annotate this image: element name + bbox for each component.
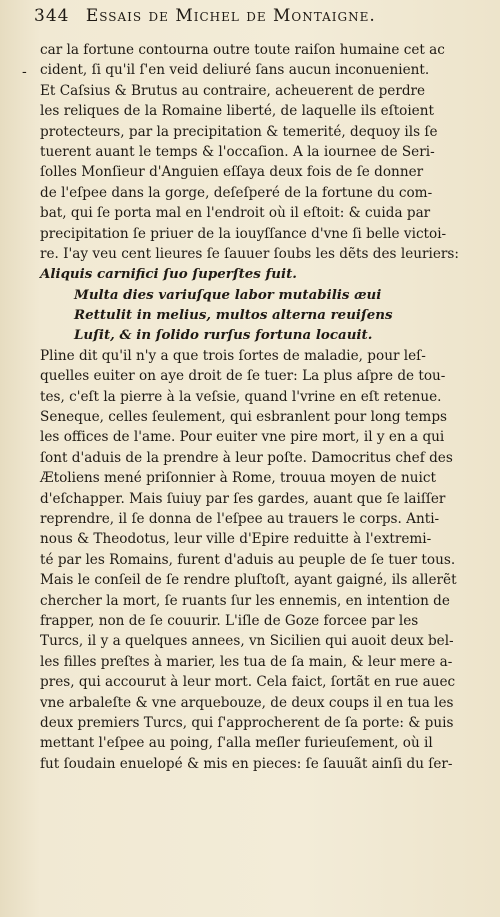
text-line: Mais le conſeil de ſe rendre pluſtoſt, ayant gaigné, ils allerẽt	[40, 572, 457, 589]
text-line: vne arbaleſte & vne arquebouze, de deux coups il en tua les	[40, 694, 454, 711]
text-line: Pline dit qu'il n'y a que trois ſortes de maladie, pour leſ-	[40, 347, 426, 364]
text-line: ſolles Monſieur d'Anguien eſſaya deux fois de ſe donner	[40, 164, 424, 181]
text-line: Ætoliens mené priſonnier à Rome, trouua moyen de nuict	[40, 470, 436, 487]
text-line: d'eſchapper. Mais ſuiuy par ſes gardes, auant que ſe laiſſer	[40, 490, 446, 507]
text-line: pres, qui accourut à leur mort. Cela faict, ſortãt en rue auec	[40, 674, 456, 691]
text-line: les filles preſtes à marier, les tua de ſa main, & leur mere a-	[40, 653, 453, 670]
text-line: bat, qui ſe porta mal en l'endroit où il eſtoit: & cuida par	[40, 205, 431, 222]
page-number: 344	[34, 6, 70, 26]
text-line: té par les Romains, furent d'aduis au peuple de ſe tuer tous.	[40, 551, 456, 568]
text-line: fut ſoudain enuelopé & mis en pieces: ſe ſauuãt ainſi du ſer-	[40, 755, 453, 772]
text-line: Seneque, celles ſeulement, qui esbranlent pour long temps	[40, 409, 447, 426]
quotation-line: Aliquis carnifici ſuo ſuperſtes fuit.	[40, 266, 297, 283]
quotation-line: Multa dies variuſque labor mutabilis æui	[74, 286, 382, 303]
text-line: mettant l'eſpee au poing, ſ'alla meſler furieuſement, où il	[40, 735, 433, 752]
text-line: nous & Theodotus, leur ville d'Epire reduitte à l'extremi-	[40, 531, 432, 548]
text-line: precipitation ſe priuer de la iouyſſance d'vne ſi belle victoi-	[40, 225, 447, 242]
text-line: les reliques de la Romaine liberté, de laquelle ils eſtoient	[40, 103, 434, 120]
text-line: ſont d'aduis de la prendre à leur poſte. Damocritus chef des	[40, 449, 453, 466]
margin-mark: -	[22, 64, 27, 80]
text-line: car la fortune contourna outre toute raiſon humaine cet ac	[40, 42, 445, 58]
text-line: les offices de l'ame. Pour euiter vne pire mort, il y en a qui	[40, 429, 445, 446]
text-line: re. I'ay veu cent lieures ſe ſauuer ſoubs les dẽts des leuriers:	[40, 245, 459, 262]
text-line: de l'eſpee dans la gorge, deſeſperé de la fortune du com-	[40, 184, 433, 201]
running-title: Essais de Michel de Montaigne.	[85, 6, 376, 26]
text-line: tes, c'eſt la pierre à la veſsie, quand l'vrine en eſt retenue.	[40, 388, 442, 405]
quotation-line: Rettulit in melius, multos alterna reuiſens	[74, 307, 393, 324]
running-header	[34, 6, 494, 32]
quotation-line: Luſit, & in ſolido rurſus fortuna locauit.	[74, 327, 373, 344]
text-line: Turcs, il y a quelques annees, vn Sicilien qui auoit deux bel-	[40, 633, 454, 650]
page-body-text	[40, 40, 486, 774]
text-line: cident, ſi qu'il ſ'en veid deliuré ſans aucun inconuenient.	[40, 62, 430, 79]
text-line: chercher la mort, ſe ruants ſur les ennemis, en intention de	[40, 592, 450, 609]
text-line: tuerent auant le temps & l'occaſion. A la iournee de Seri-	[40, 143, 435, 160]
text-line: frapper, non de ſe couurir. L'iſle de Goze forcee par les	[40, 612, 419, 629]
text-line: reprendre, il ſe donna de l'eſpee au trauers le corps. Anti-	[40, 510, 440, 527]
text-line: quelles euiter on aye droit de ſe tuer: La plus aſpre de tou-	[40, 368, 446, 385]
text-line: protecteurs, par la precipitation & temerité, dequoy ils ſe	[40, 123, 438, 140]
text-line: Et Caſsius & Brutus au contraire, acheuerent de perdre	[40, 82, 426, 99]
text-line: deux premiers Turcs, qui ſ'approcherent de ſa porte: & puis	[40, 714, 454, 731]
